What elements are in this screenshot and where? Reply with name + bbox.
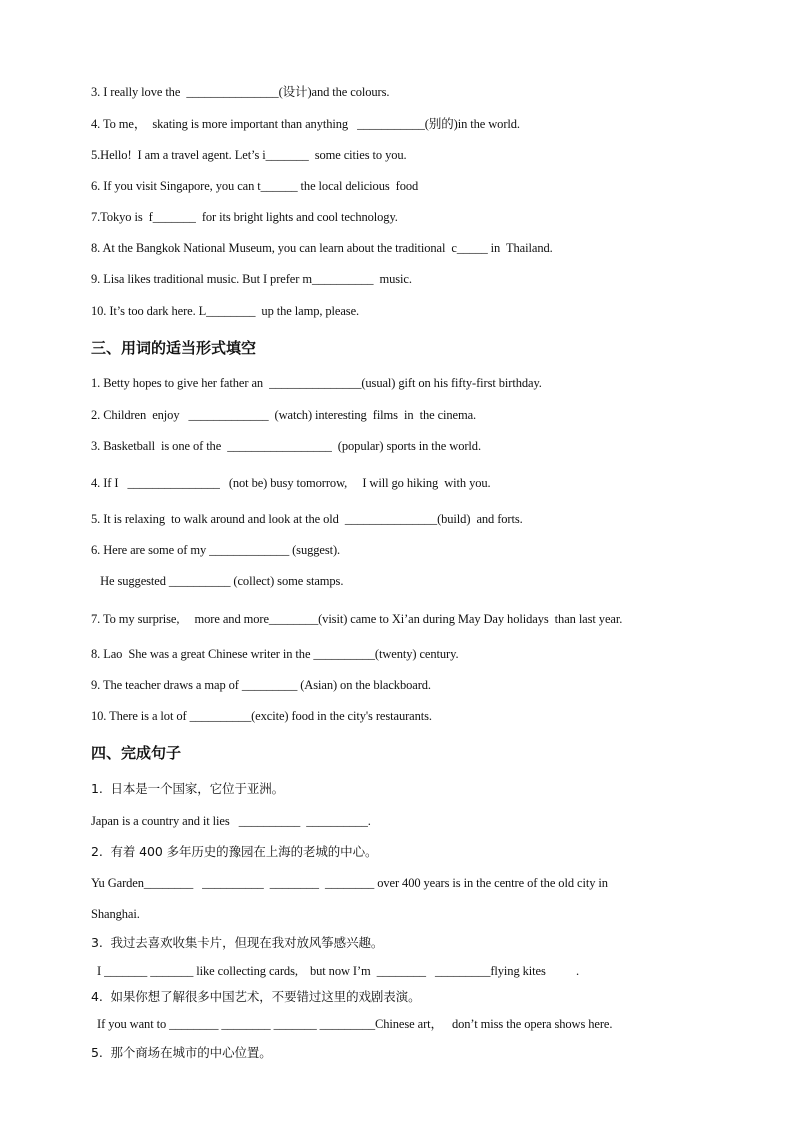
s4-q1-chinese: 1. 日本是一个国家，它位于亚洲。 [91,781,285,796]
s3-question-8: 8. Lao She was a great Chinese writer in the __________(twenty) century. [91,647,459,661]
question-4: 4. To me， skating is more important than anything ___________(别的)in the world. [91,117,520,131]
s4-q4-chinese: 4. 如果你想了解很多中国艺术，不要错过这里的戏剧表演。 [91,989,421,1004]
question-7: 7.Tokyo is f_______ for its bright lights and cool technology. [91,210,398,224]
s3-question-7: 7. To my surprise, more and more________(visit) came to Xi’an during May Day holidays than last year. [91,612,623,626]
question-6: 6. If you visit Singapore, you can t______ the local delicious food [91,179,419,193]
s4-q5-chinese: 5. 那个商场在城市的中心位置。 [91,1045,272,1060]
s4-q3-english: I _______ _______ like collecting cards, but now I’m ________ _________flying kites . [91,964,580,978]
section-3-heading: 三、用词的适当形式填空 [91,339,257,357]
question-3: 3. I really love the _______________(设计)and the colours. [91,85,390,99]
s3-question-6: 6. Here are some of my _____________ (suggest). [91,543,341,557]
question-5: 5.Hello! I am a travel agent. Let’s i_______ some cities to you. [91,148,407,162]
s3-question-10: 10. There is a lot of __________(excite) food in the city's restaurants. [91,709,432,723]
question-9: 9. Lisa likes traditional music. But I prefer m__________ music. [91,272,412,286]
s4-q4-english: If you want to ________ ________ _______ _________Chinese art， don’t miss the opera shows here. [91,1017,613,1031]
s3-question-4: 4. If I _______________ (not be) busy tomorrow, I will go hiking with you. [91,476,491,490]
question-8: 8. At the Bangkok National Museum, you can learn about the traditional c_____ in Thailand. [91,241,553,255]
s4-q3-chinese: 3. 我过去喜欢收集卡片，但现在我对放风筝感兴趣。 [91,935,384,950]
s3-question-2: 2. Children enjoy _____________ (watch) interesting films in the cinema. [91,408,477,422]
s4-q2-chinese: 2. 有着 400 多年历史的豫园在上海的老城的中心。 [91,844,378,859]
s3-question-6b: He suggested __________ (collect) some stamps. [91,574,344,588]
s3-question-9: 9. The teacher draws a map of _________ (Asian) on the blackboard. [91,678,431,692]
s4-q1-english: Japan is a country and it lies __________ __________. [91,814,371,828]
s3-question-1: 1. Betty hopes to give her father an _______________(usual) gift on his fifty-first birthday. [91,376,542,390]
section-4-heading: 四、完成句子 [91,744,182,762]
s4-q2-english-cont: Shanghai. [91,907,140,921]
s4-q2-english: Yu Garden________ __________ ________ ________ over 400 years is in the centre of the old city in [91,876,608,890]
s3-question-5: 5. It is relaxing to walk around and look at the old _______________(build) and forts. [91,512,523,526]
s3-question-3: 3. Basketball is one of the _________________ (popular) sports in the world. [91,439,481,453]
question-10: 10. It’s too dark here. L________ up the lamp, please. [91,304,360,318]
